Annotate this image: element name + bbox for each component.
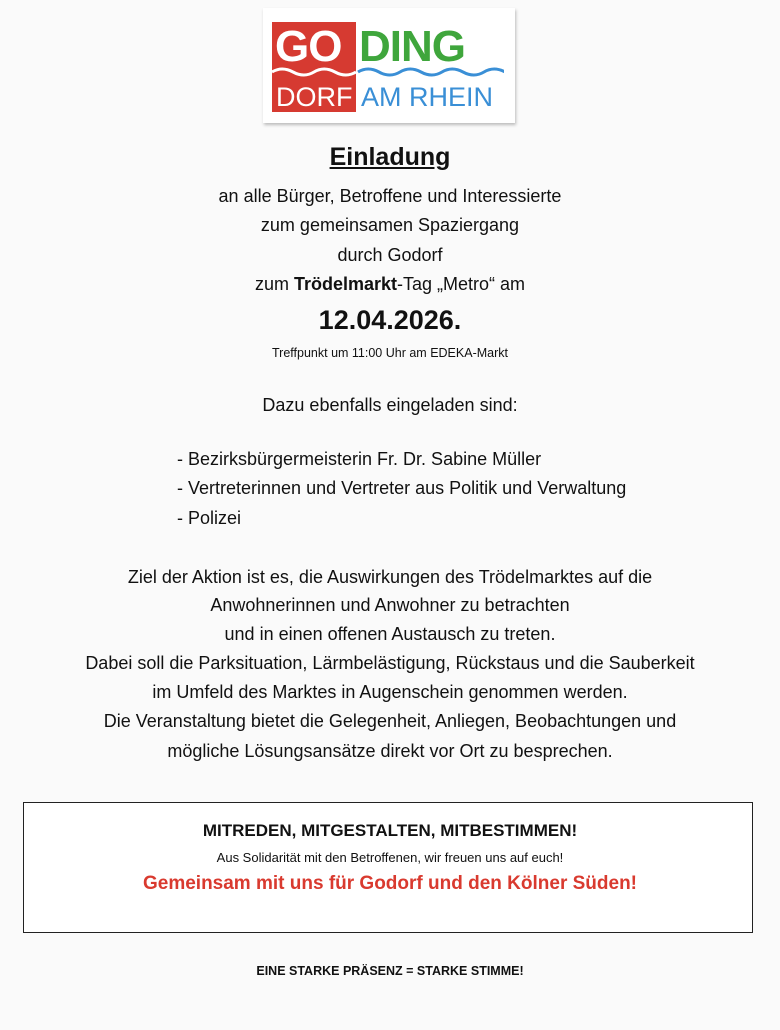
intro-line-4-pre: zum [254, 274, 294, 294]
event-date: 12.04.2026. [318, 305, 462, 335]
logo-wave-icon [272, 64, 504, 78]
invitee-item: - Bezirksbürgermeisterin Fr. Dr. Sabine Müller [177, 449, 542, 469]
intro-line-4-bold: Trödelmarkt [293, 274, 398, 294]
logo-text-am-rhein: AM RHEIN [361, 82, 494, 112]
logo-text-dorf: DORF [276, 82, 353, 112]
body-line: Anwohnerinnen und Anwohner zu betrachten [210, 595, 570, 615]
intro-line-1: an alle Bürger, Betroffene und Interessierte [218, 186, 562, 206]
page-title: Einladung [329, 143, 451, 171]
body-line: Ziel der Aktion ist es, die Auswirkungen des Trödelmarktes auf die [127, 567, 653, 587]
footer-slogan: EINE STARKE PRÄSENZ = STARKE STIMME! [256, 964, 524, 978]
intro-line-3: durch Godorf [337, 245, 443, 265]
body-line: Dabei soll die Parksituation, Lärmbelästigung, Rückstaus und die Sauberkeit [85, 653, 695, 673]
meeting-point: Treffpunkt um 11:00 Uhr am EDEKA-Markt [272, 346, 508, 360]
body-line: Die Veranstaltung bietet die Gelegenheit, Anliegen, Beobachtungen und [103, 711, 677, 731]
intro-line-2: zum gemeinsamen Spaziergang [260, 215, 520, 235]
logo-text-go: GO [275, 22, 342, 71]
callout-subline: Aus Solidarität mit den Betroffenen, wir freuen uns auf euch! [216, 850, 564, 865]
body-line: mögliche Lösungsansätze direkt vor Ort zu besprechen. [167, 741, 613, 761]
intro-line-4-post: -Tag „Metro“ am [397, 274, 526, 294]
invitee-item: - Polizei [177, 508, 242, 528]
callout-headline: MITREDEN, MITGESTALTEN, MITBESTIMMEN! [202, 821, 578, 840]
body-line: im Umfeld des Marktes in Augenschein genommen werden. [152, 682, 628, 702]
callout-highlight: Gemeinsam mit uns für Godorf und den Kölner Süden! [142, 873, 638, 894]
logo-text-ding: DING [359, 22, 465, 71]
invitee-item: - Vertreterinnen und Vertreter aus Politik und Verwaltung [177, 478, 627, 498]
also-invited-heading: Dazu ebenfalls eingeladen sind: [262, 395, 518, 415]
goding-dorf-am-rhein-logo [263, 8, 515, 123]
intro-line-4 [0, 274, 780, 295]
body-line: und in einen offenen Austausch zu treten. [224, 624, 556, 644]
